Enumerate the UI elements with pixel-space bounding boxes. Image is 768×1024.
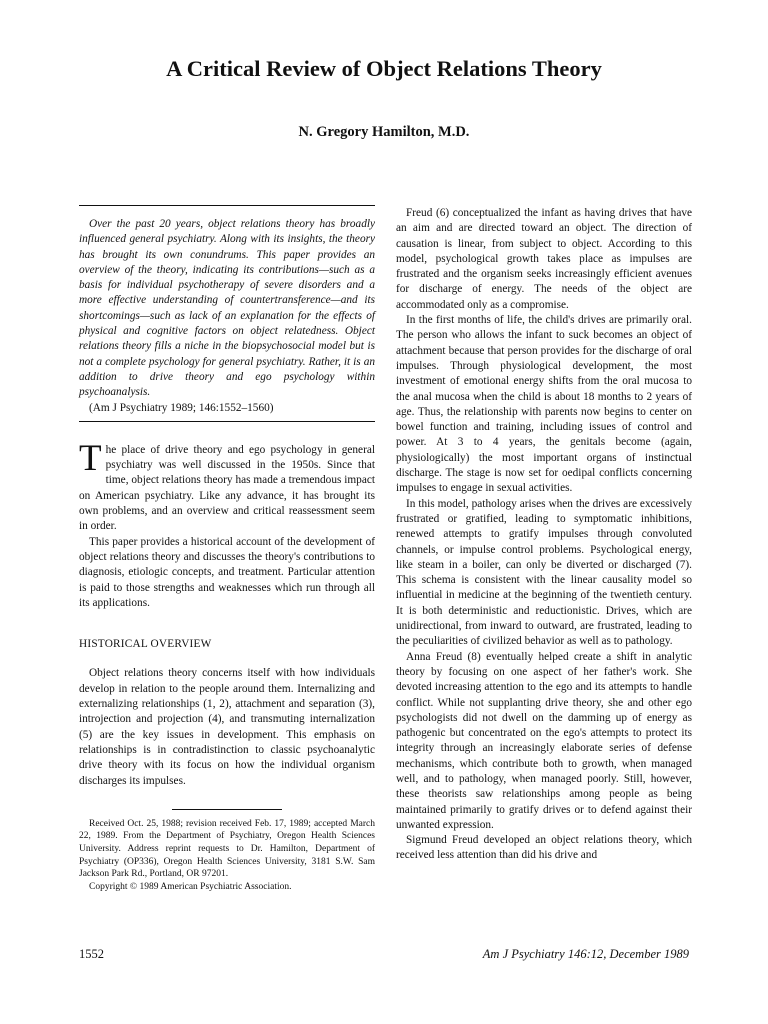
section-heading: HISTORICAL OVERVIEW [79, 638, 212, 651]
abstract-top-rule [79, 205, 375, 206]
right-column [396, 206, 692, 864]
abstract-bottom-rule [79, 421, 375, 422]
article-title: A Critical Review of Object Relations Theory [166, 56, 602, 81]
footnote-copyright: Copyright © 1989 American Psychiatric Association. [89, 881, 292, 892]
abstract [79, 217, 375, 401]
right-paragraph-3: In this model, pathology arises when the drives are excessively frustrated or gratified, leading to symptomatic inhibitions, renewed attempts to gratify impulses through convoluted channels, or impulse control problems. Psychological energy, like steam in a boiler, can only be diverted or discharged (7). This schema is consistent with the linear causality model so influential in medicine at the beginning of the twentieth century. It is both deterministic and reductionistic. Drives, which are unidirectional, from inward to outward, are frustrated, leading to the peculiarities of civilized behavior as well as to pathology. [396, 497, 692, 648]
page-number: 1552 [79, 947, 104, 961]
footnote-rule [172, 809, 282, 810]
author-byline: N. Gregory Hamilton, M.D. [298, 124, 470, 140]
right-paragraph-5: Sigmund Freud developed an object relations theory, which received less attention than did his drive and [396, 834, 692, 862]
section-paragraph-1: Object relations theory concerns itself with how individuals develop in relation to the people around them. Internalizing and externalizing relationships (1, 2), attachment and separation (3), introjection and projection (4), and transmuting internalization (5) are the key issues in development. This emphasis on relationships is in contradistinction to classic psychoanalytic drive theory with its focus on how the individual organism discharges its impulses. [79, 667, 375, 787]
right-paragraph-2: In the first months of life, the child's drives are primarily oral. The person who allows the infant to suck becomes an object of attachment because that person provides for the discharge of oral impulses. Through physiological development, the most investment of emotional energy shifts from the oral mucosa to the anal mucosa when the child is about 18 months to 2 years of age. Thus, the relationship with parents now begins to center on bowel function and training, including issues of control and power. At 3 to 4 years, the genitals become (again, physiologically) the most important organs of instinctual discharge. The stage is now set for oedipal conflicts concerning impulses to engage in sexual activities. [396, 314, 692, 495]
left-column [79, 205, 375, 893]
footnote-received: Received Oct. 25, 1988; revision received Feb. 17, 1989; accepted March 22, 1989. From the Department of Psychiatry, Oregon Health Sciences University. Address reprint requests to Dr. Hamilton, Department of Psychiatry (OP336), Oregon Health Sciences University, 3181 S.W. Sam Jackson Park Rd., Portland, OR 97201. [79, 818, 375, 880]
intro-paragraph-1-text: he place of drive theory and ego psychology in general psychiatry was well discussed in the 1950s. Since that time, object relations theory has made a tremendous impact on American psychiatry. Like any advance, it has brought its own problems, and an overview and critical reassessment seem in order. [79, 443, 375, 533]
intro-paragraph-1 [79, 437, 375, 535]
abstract-text: Over the past 20 years, object relations theory has broadly influenced general psychiatry. Along with its insights, the theory has brought its own conundrums. This paper provides an overview of the theory, indicating its contributions—such as a basis for individual psychotherapy of severe disorders and a more effective understanding of countertransference—and its shortcomings—such as lack of an explanation for the effects of physical and cognitive factors on object relatedness. Object relations theory fills a niche in the biopsychosocial model but is not a complete psychology for general psychiatry. Rather, it is an addition to drive theory and ego psychology within psychoanalysis. [79, 218, 375, 399]
footnote [79, 818, 375, 894]
right-paragraph-4: Anna Freud (8) eventually helped create a shift in analytic theory by focusing on one aspect of her father's work. She devoted increasing attention to the ego and its attempts to handle conflict. While not supplanting drive theory, she and other ego psychologists did not dwell on the damming up of energy as pathogenic but concentrated on the ego's attempts to protect its integrity through an increasingly elaborate series of defense mechanisms, which contribute both to growth, when managed well, and to pathology, when managed poorly. Still, however, these theorists saw relationships among people as being maintained primarily to gratify drives or to defend against their unwanted expression. [396, 650, 692, 831]
introduction [79, 437, 375, 611]
abstract-citation: (Am J Psychiatry 1989; 146:1552–1560) [89, 401, 274, 414]
drop-cap: T [79, 437, 102, 479]
intro-paragraph-2: This paper provides a historical account of the development of object relations theory and discusses the theory's contributions to diagnosis, etiologic concepts, and treatment. Particular attention is paid to those strengths and weaknesses which run through all its applications. [79, 535, 375, 609]
journal-footer: Am J Psychiatry 146:12, December 1989 [482, 947, 689, 961]
right-paragraph-1: Freud (6) conceptualized the infant as having drives that have an aim and are directed toward an object. The direction of causation is linear, from subject to object. According to this model, psychological growth takes place as impulses are frustrated and the organism seeks increasingly efficient avenues for discharge of energy. The needs of the object are accommodated only as a compromise. [396, 207, 692, 311]
